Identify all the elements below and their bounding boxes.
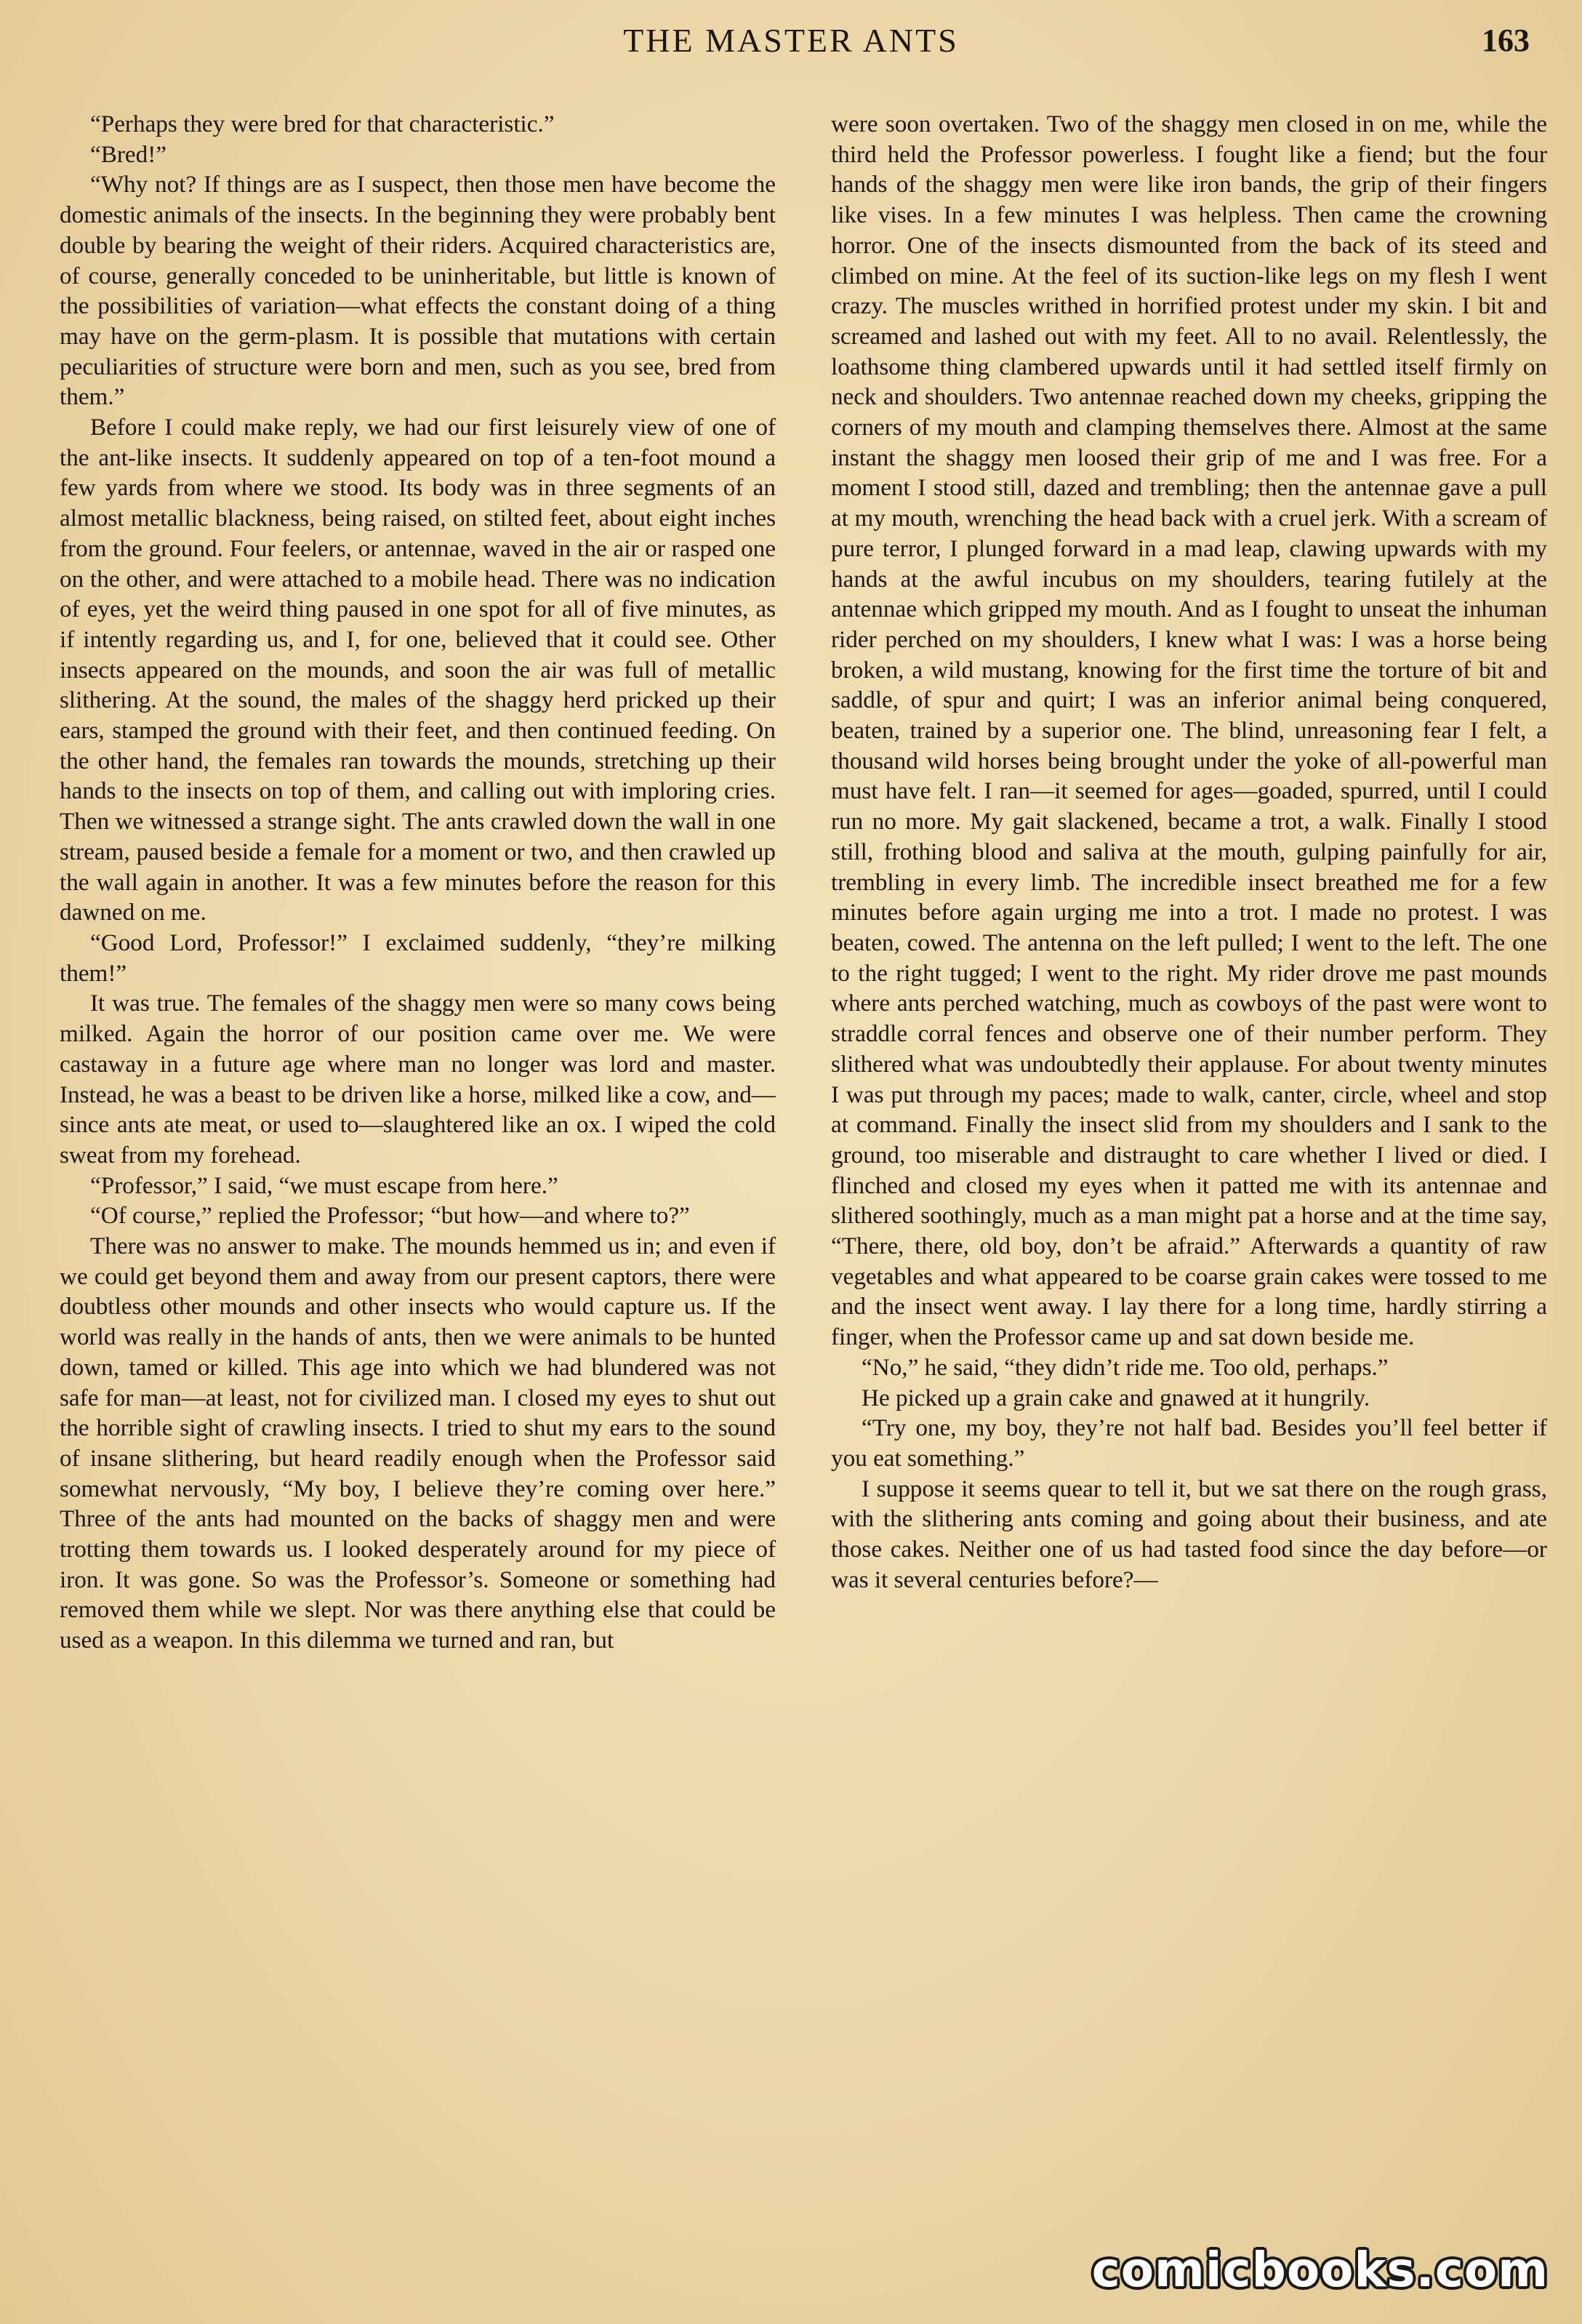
site-watermark: comicbooks.com (1091, 2242, 1549, 2298)
paragraph: “Good Lord, Professor!” I exclaimed suddenly, “they’re milking them!” (60, 929, 776, 987)
paragraph: “Bred!” (90, 140, 167, 168)
paragraph: “Professor,” I said, “we must escape from here.” (90, 1171, 558, 1199)
paragraph: “Try one, my boy, they’re not half bad. Besides you’ll feel better if you eat something.” (831, 1414, 1547, 1472)
paragraph: There was no answer to make. The mounds hemmed us in; and even if we could get beyond them and away from our present captors, there were doubtless other mounds and other insects who would capture us. If the world was really in the hands of ants, then we were animals to be hunted down, tamed or killed. This age into which we had blundered was not safe for man—at least, not for civilized man. I closed my eyes to shut out the horrible sight of crawling insects. I tried to shut my ears to the sound of insane slithering, but heard readily enough when the Professor said somewhat nervously, “My boy, I believe they’re coming over here.” Three of the ants had mounted on the backs of shaggy men and were trotting them towards us. I looked desperately around for my piece of iron. It was gone. So was the Professor’s. Someone or something had removed them while we slept. Nor was there anything else that could be used as a weapon. In this dilemma we turned and ran, but (60, 1233, 776, 1654)
paragraph: It was true. The females of the shaggy men were so many cows being milked. Again the horror of our position came over me. We were castaway in a future age where man no longer was lord and master. Instead, he was a beast to be driven like a horse, milked like a cow, and—since ants ate meat, or used to—slaughtered like an ox. I wiped the cold sweat from my forehead. (60, 990, 776, 1169)
paragraph: “Perhaps they were bred for that characteristic.” (90, 111, 555, 137)
right-text-column (831, 109, 1547, 2240)
left-text-column (60, 109, 776, 2240)
paragraph: I suppose it seems quear to tell it, but we sat there on the rough grass, with the slithering ants coming and going about their business, and ate those cakes. Neither one of us had tasted food since the day before—or was it several centuries before?— (831, 1475, 1547, 1593)
running-title: THE MASTER ANTS (623, 22, 959, 59)
paragraph: “Why not? If things are as I suspect, then those men have become the domestic animals of the insects. In the beginning they were probably bent double by bearing the weight of their riders. Acquired characteristics are, of course, generally conceded to be uninheritable, but little is known of the possibilities of variation—what effects the constant doing of a thing may have on the germ-plasm. It is possible that mutations with certain peculiarities of structure were born and men, such as you see, bred from them.” (60, 171, 776, 411)
paragraph: “No,” he said, “they didn’t ride me. Too old, perhaps.” (862, 1353, 1389, 1381)
paragraph: Before I could make reply, we had our first leisurely view of one of the ant-like insects. It suddenly appeared on top of a ten-foot mound a few yards from where we stood. Its body was in three segments of an almost metallic blackness, being raised, on stilted feet, about eight inches from the ground. Four feelers, or antennae, waved in the air or rasped one on the other, and were attached to a mobile head. There was no indication of eyes, yet the weird thing paused in one spot for all of five minutes, as if intently regarding us, and I, for one, believed that it could see. Other insects appeared on the mounds, and soon the air was full of metallic slithering. At the sound, the males of the shaggy herd pricked up their ears, stamped the ground with their feet, and then continued feeding. On the other hand, the females ran towards the mounds, stretching up their hands to the insects on top of them, and calling out with imploring cries. Then we witnessed a strange sight. The ants crawled down the wall in one stream, paused beside a female for a moment or two, and then crawled up the wall again in another. It was a few minutes before the reason for this dawned on me. (60, 414, 776, 926)
page-number: 163 (1482, 23, 1530, 58)
paragraph: He picked up a grain cake and gnawed at it hungrily. (862, 1384, 1370, 1411)
paragraph: were soon overtaken. Two of the shaggy men closed in on me, while the third held the Professor powerless. I fought like a fiend; but the four hands of the shaggy men were like iron bands, the grip of their fingers like vises. In a few minutes I was helpless. Then came the crowning horror. One of the insects dismounted from the back of its steed and climbed on mine. At the feel of its suction-like legs on my flesh I went crazy. The muscles writhed in horrified protest under my skin. I bit and screamed and lashed out with my feet. All to no avail. Relentlessly, the loathsome thing clambered upwards until it had settled itself firmly on neck and shoulders. Two antennae reached down my cheeks, gripping the corners of my mouth and clamping themselves there. Almost at the same instant the shaggy men loosed their grip of me and I was free. For a moment I stood still, dazed and trembling; then the antennae gave a pull at my mouth, wrenching the head back with a cruel jerk. With a scream of pure terror, I plunged forward in a mad leap, clawing upwards with my hands at the awful incubus on my shoulders, tearing futilely at the antennae which gripped my mouth. And as I fought to unseat the inhuman rider perched on my shoulders, I knew what I was: I was a horse being broken, a wild mustang, knowing for the first time the torture of bit and saddle, of spur and quirt; I was an inferior animal being conquered, beaten, trained by a superior one. The blind, unreasoning fear I felt, a thousand wild horses being brought under the yoke of all-powerful man must have felt. I ran—it seemed for ages—goaded, spurred, until I could run no more. My gait slackened, became a trot, a walk. Finally I stood still, frothing blood and saliva at the mouth, gulping painfully for air, trembling in every limb. The incredible insect breathed me for a few minutes before again urging me into a trot. I made no protest. I was beaten, cowed. The antenna on the left pulled; I went to the left. The one to the right tugged; I went to the right. My rider drove me past mounds where ants perched watching, much as cowboys of the past were wont to straddle corral fences and observe one of their number perform. They slithered what was undoubtedly their applause. For about twenty minutes I was put through my paces; made to walk, canter, circle, wheel and stop at command. Finally the insect slid from my shoulders and I sank to the ground, too miserable and distraught to care whether I lived or died. I flinched and closed my eyes when it patted me with its antennae and slithered soothingly, much as a man might pat a horse and at the time say, “There, there, old boy, don’t be afraid.” Afterwards a quantity of raw vegetables and what appeared to be coarse grain cakes were tossed to me and the insect went away. I lay there for a long time, hardly stirring a finger, when the Professor came up and sat down beside me. (831, 111, 1547, 1351)
page-header (0, 19, 1582, 63)
paragraph: “Of course,” replied the Professor; “but how—and where to?” (90, 1202, 690, 1230)
